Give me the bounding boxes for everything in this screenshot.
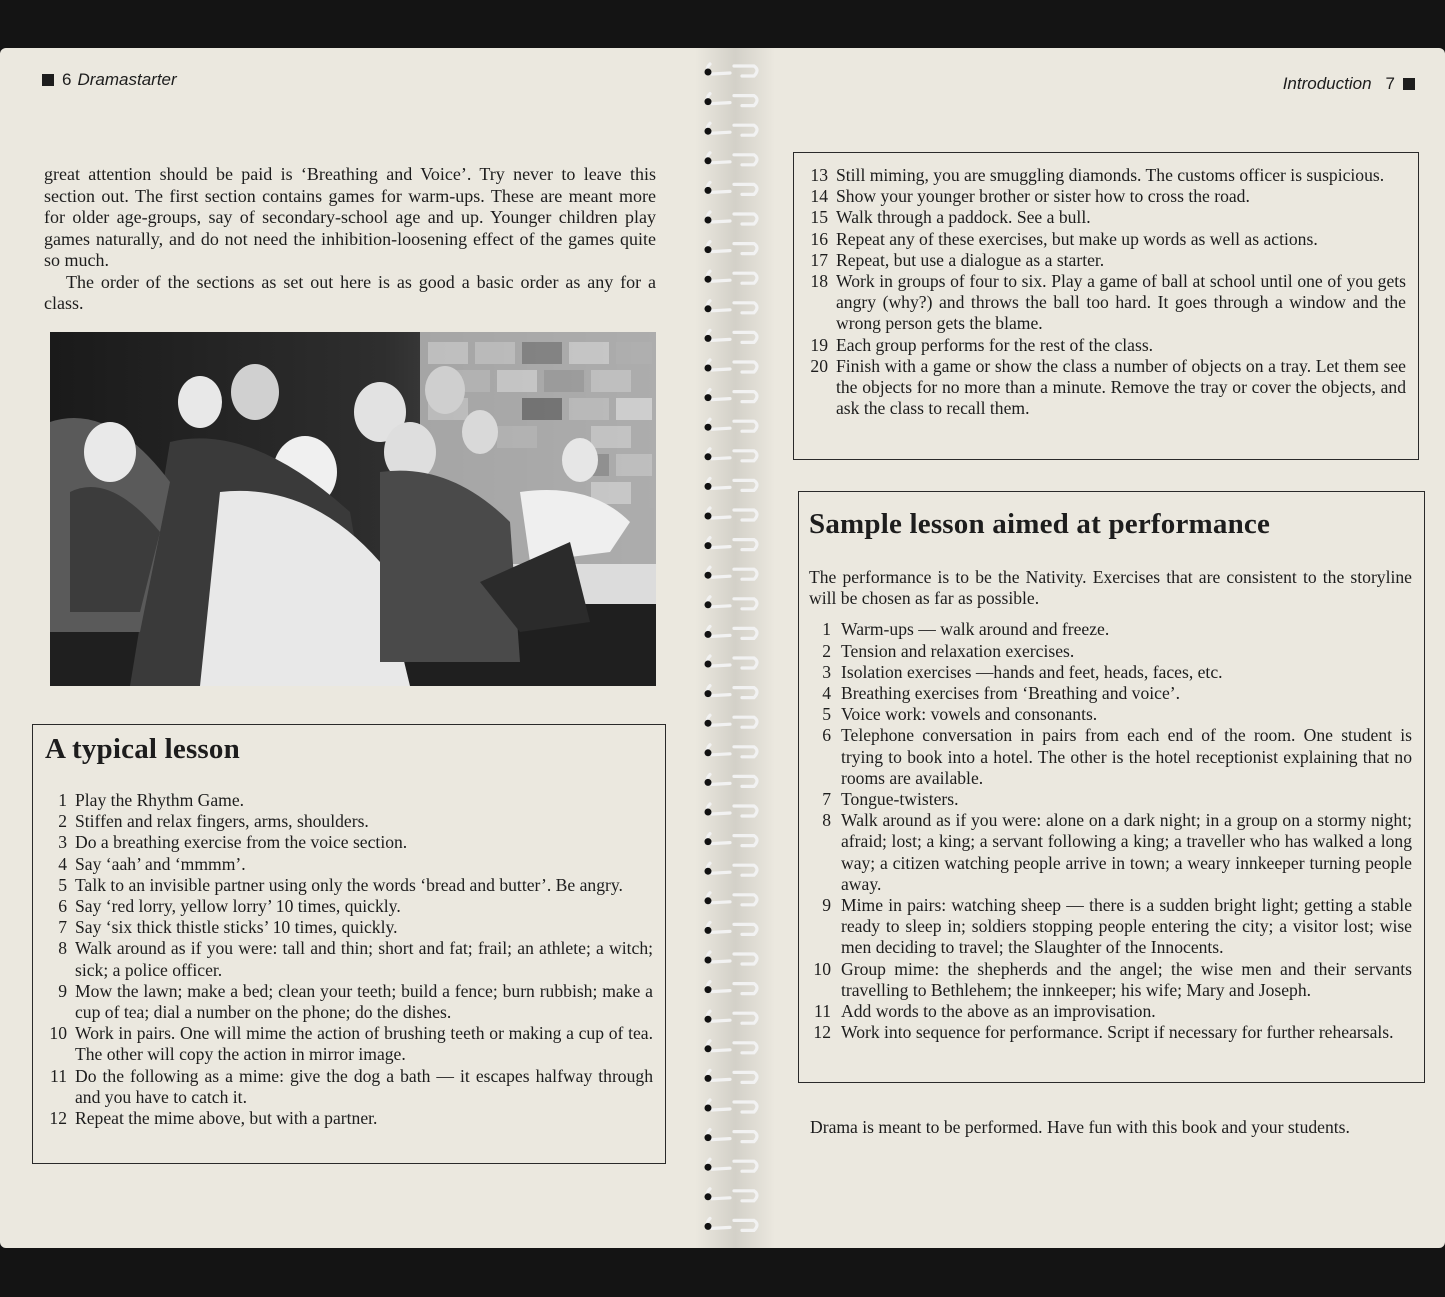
item-number: 8	[822, 810, 831, 831]
item-number: 5	[58, 874, 67, 895]
punch-hole	[705, 365, 712, 372]
square-bullet-icon	[42, 74, 54, 86]
list-item	[45, 896, 653, 917]
item-number: 7	[822, 789, 831, 810]
punch-hole	[705, 1223, 712, 1230]
list-item	[806, 335, 1406, 356]
item-text: Do the following as a mime: give the dog a bath — it escapes halfway through and you have to catch it.	[75, 1065, 653, 1107]
list-item	[806, 250, 1406, 271]
spiral-coil	[734, 747, 757, 757]
typical-lesson-box	[32, 724, 666, 1164]
item-text: Telephone conversation in pairs from each end of the room. One student is trying to book into a hotel. The other is the hotel receptionist explaining that no rooms are available.	[841, 725, 1412, 788]
list-item	[45, 981, 653, 1023]
spiral-coil	[734, 184, 757, 194]
spiral-coil	[734, 1072, 757, 1082]
list-item	[809, 1022, 1412, 1043]
item-text: Mime in pairs: watching sheep — there is a sudden bright light; getting a stable ready to sleep in; soldiers stopping people entering the city; a visitor lost; wise men deciding to travel; the Slaughter of the Innocents.	[841, 895, 1412, 958]
punch-hole	[705, 749, 712, 756]
punch-hole	[705, 513, 712, 520]
spiral-coil	[734, 214, 757, 224]
item-text: Play the Rhythm Game.	[75, 790, 245, 810]
item-text: Repeat, but use a dialogue as a starter.	[836, 249, 1105, 270]
spiral-coil	[734, 1220, 757, 1230]
punch-hole	[705, 246, 712, 253]
list-item	[809, 959, 1412, 1001]
punch-hole	[705, 335, 712, 342]
list-item	[809, 1001, 1412, 1022]
spiral-coil	[734, 244, 757, 254]
item-number: 1	[58, 790, 67, 810]
punch-hole	[705, 601, 712, 608]
spiral-coil	[734, 451, 757, 461]
item-number: 11	[814, 1001, 831, 1022]
item-number: 20	[810, 355, 828, 376]
continued-lesson-list	[806, 165, 1406, 419]
item-text: Mow the lawn; make a bed; clean your teeth; build a fence; burn rubbish; make a cup of tea; dial a number on the phone; do the dishes.	[75, 980, 653, 1023]
punch-hole	[705, 1193, 712, 1200]
spiral-coil	[734, 540, 757, 550]
list-item	[45, 875, 653, 896]
sample-lesson-list	[809, 619, 1412, 1043]
item-number: 19	[810, 334, 828, 355]
spiral-coil	[734, 895, 757, 905]
square-bullet-icon	[1403, 78, 1415, 90]
spiral-coil	[734, 776, 757, 786]
list-item	[45, 917, 653, 938]
item-number: 14	[810, 186, 828, 207]
typical-lesson-heading: A typical lesson	[45, 733, 240, 765]
item-number: 18	[810, 271, 828, 292]
item-number: 2	[58, 811, 67, 832]
continued-lesson-box	[793, 152, 1419, 460]
spiral-coil	[734, 1102, 757, 1112]
spiral-coil	[734, 421, 757, 431]
spiral-coil	[734, 1043, 757, 1053]
list-item	[45, 854, 653, 875]
item-text: Tension and relaxation exercises.	[841, 640, 1075, 661]
list-item	[45, 938, 653, 980]
item-text: Walk around as if you were: alone on a dark night; in a group on a stormy night; afraid; lost; a king; a servant following a king; a traveller who has walked a long way; a citizen watching people arrive in town; a weary innkeeper turning people away.	[841, 810, 1412, 894]
spiral-binding-icon	[700, 52, 764, 1232]
list-item	[806, 271, 1406, 335]
item-number: 13	[810, 165, 828, 185]
spiral-coil	[734, 1013, 757, 1023]
item-number: 10	[813, 958, 831, 979]
list-item	[809, 810, 1412, 895]
spiral-coil	[734, 924, 757, 934]
spiral-coil	[734, 688, 757, 698]
spiral-coil	[734, 569, 757, 579]
item-text: Say ‘red lorry, yellow lorry’ 10 times, quickly.	[75, 896, 401, 917]
list-item	[809, 662, 1412, 683]
punch-hole	[705, 1134, 712, 1141]
list-item	[45, 1108, 653, 1129]
list-item	[806, 356, 1406, 420]
item-number: 16	[810, 228, 828, 249]
page-number: 6	[62, 70, 72, 89]
item-number: 6	[822, 725, 831, 746]
spiral-coil	[734, 806, 757, 816]
prose-paragraph: The order of the sections as set out here is as good a basic order as any for a class.	[44, 271, 656, 313]
punch-hole	[705, 1016, 712, 1023]
item-text: Each group performs for the rest of the class.	[836, 334, 1154, 355]
spiral-coil	[734, 303, 757, 313]
list-item	[806, 186, 1406, 207]
list-item	[45, 832, 653, 853]
item-number: 9	[58, 980, 67, 1001]
list-item	[809, 725, 1412, 789]
punch-hole	[705, 424, 712, 431]
item-text: Warm-ups — walk around and freeze.	[841, 619, 1110, 640]
item-number: 6	[58, 896, 67, 917]
punch-hole	[705, 276, 712, 283]
sample-lesson-intro: The performance is to be the Nativity. Exercises that are consistent to the storyline will be chosen as far as possible.	[809, 567, 1412, 609]
item-text: Show your younger brother or sister how to cross the road.	[836, 186, 1250, 207]
spiral-coil	[734, 984, 757, 994]
right-page	[735, 48, 1445, 1248]
spiral-coil	[734, 273, 757, 283]
item-number: 3	[822, 661, 831, 682]
item-text: Talk to an invisible partner using only the words ‘bread and butter’. Be angry.	[75, 874, 623, 895]
item-number: 1	[822, 619, 831, 640]
punch-hole	[705, 838, 712, 845]
item-number: 9	[822, 895, 831, 916]
item-text: Walk through a paddock. See a bull.	[836, 207, 1091, 228]
spiral-coil	[734, 1132, 757, 1142]
spiral-coil	[734, 599, 757, 609]
spiral-coil	[734, 658, 757, 668]
spiral-coil	[734, 392, 757, 402]
punch-hole	[705, 1045, 712, 1052]
spiral-coil	[734, 362, 757, 372]
item-number: 12	[49, 1108, 67, 1129]
punch-hole	[705, 927, 712, 934]
item-text: Still miming, you are smuggling diamonds. The customs officer is suspicious.	[836, 165, 1385, 185]
punch-hole	[705, 868, 712, 875]
spiral-coil	[734, 66, 757, 76]
spiral-coil	[734, 155, 757, 165]
left-page	[0, 48, 735, 1248]
item-text: Say ‘six thick thistle sticks’ 10 times, quickly.	[75, 917, 398, 938]
list-item	[45, 1066, 653, 1108]
item-number: 12	[813, 1022, 831, 1043]
item-text: Voice work: vowels and consonants.	[841, 704, 1098, 725]
closing-text: Drama is meant to be performed. Have fun with this book and your students.	[810, 1116, 1350, 1137]
item-text: Group mime: the shepherds and the angel; the wise men and their servants travelling to Bethlehem; the innkeeper; his wife; Mary and Joseph.	[841, 958, 1412, 1000]
punch-hole	[705, 897, 712, 904]
punch-hole	[705, 1164, 712, 1171]
list-item	[809, 895, 1412, 959]
list-item	[45, 1023, 653, 1065]
list-item	[809, 789, 1412, 810]
item-text: Finish with a game or show the class a number of objects on a tray. Let them see the objects for no more than a minute. Remove the tray or cover the objects, and ask the class to recall them.	[836, 355, 1406, 419]
list-item	[806, 229, 1406, 250]
spiral-coil	[734, 480, 757, 490]
item-number: 17	[810, 249, 828, 270]
spiral-coil	[734, 836, 757, 846]
punch-hole	[705, 720, 712, 727]
section-title: Introduction	[1282, 74, 1372, 93]
punch-hole	[705, 157, 712, 164]
list-item	[809, 683, 1412, 704]
item-number: 11	[50, 1065, 67, 1086]
punch-hole	[705, 98, 712, 105]
punch-hole	[705, 542, 712, 549]
item-text: Stiffen and relax fingers, arms, shoulders.	[75, 811, 369, 832]
list-item	[809, 619, 1412, 640]
punch-hole	[705, 1075, 712, 1082]
item-text: Say ‘aah’ and ‘mmmm’.	[75, 853, 246, 874]
spiral-coil	[734, 865, 757, 875]
item-text: Do a breathing exercise from the voice section.	[75, 832, 408, 853]
item-number: 4	[58, 853, 67, 874]
running-head-right	[1283, 74, 1415, 94]
spiral-coil	[734, 125, 757, 135]
item-text: Repeat the mime above, but with a partner.	[75, 1108, 378, 1129]
punch-hole	[705, 217, 712, 224]
spiral-coil	[734, 1161, 757, 1171]
item-text: Work into sequence for performance. Script if necessary for further rehearsals.	[841, 1022, 1394, 1043]
punch-hole	[705, 690, 712, 697]
punch-hole	[705, 394, 712, 401]
book-title: Dramastarter	[77, 70, 177, 89]
list-item	[806, 207, 1406, 228]
punch-hole	[705, 187, 712, 194]
sample-lesson-box	[798, 491, 1425, 1083]
typical-lesson-list	[45, 790, 653, 1129]
item-number: 2	[822, 640, 831, 661]
list-item	[45, 811, 653, 832]
running-head-left	[42, 70, 177, 90]
item-number: 5	[822, 704, 831, 725]
spiral-coil	[734, 717, 757, 727]
punch-hole	[705, 453, 712, 460]
list-item	[45, 790, 653, 811]
punch-hole	[705, 631, 712, 638]
item-text: Add words to the above as an improvisation.	[841, 1001, 1156, 1022]
item-text: Work in groups of four to six. Play a game of ball at school until one of you gets angry (why?) and throws the ball too hard. It goes through a window and the wrong person gets the blame.	[836, 271, 1406, 334]
punch-hole	[705, 483, 712, 490]
punch-hole	[705, 661, 712, 668]
spiral-coil	[734, 1191, 757, 1201]
list-item	[806, 165, 1406, 186]
intro-prose	[44, 164, 656, 315]
item-text: Tongue-twisters.	[841, 789, 959, 810]
item-number: 7	[58, 917, 67, 938]
page-number: 7	[1385, 74, 1395, 93]
punch-hole	[705, 986, 712, 993]
spiral-coil	[734, 954, 757, 964]
punch-hole	[705, 572, 712, 579]
spiral-coil	[734, 96, 757, 106]
item-number: 8	[58, 938, 67, 959]
item-text: Work in pairs. One will mime the action of brushing teeth or making a cup of tea. The other will copy the action in mirror image.	[75, 1023, 653, 1065]
list-item	[809, 641, 1412, 662]
list-item	[809, 704, 1412, 725]
spiral-coil	[734, 510, 757, 520]
item-number: 15	[810, 207, 828, 228]
spiral-coil	[734, 332, 757, 342]
punch-hole	[705, 957, 712, 964]
class-photo	[50, 332, 656, 686]
punch-hole	[705, 779, 712, 786]
item-number: 3	[58, 832, 67, 853]
punch-hole	[705, 305, 712, 312]
spiral-coil	[734, 628, 757, 638]
punch-hole	[705, 1105, 712, 1112]
item-text: Repeat any of these exercises, but make up words as well as actions.	[836, 228, 1318, 249]
item-text: Breathing exercises from ‘Breathing and voice’.	[841, 683, 1181, 704]
item-text: Walk around as if you were: tall and thin; short and fat; frail; an athlete; a witch; sick; a police officer.	[75, 938, 653, 980]
item-text: Isolation exercises —hands and feet, heads, faces, etc.	[841, 661, 1223, 682]
item-number: 4	[822, 683, 831, 704]
punch-hole	[705, 69, 712, 76]
punch-hole	[705, 809, 712, 816]
punch-hole	[705, 128, 712, 135]
children-drama-photo	[50, 332, 656, 686]
prose-paragraph: great attention should be paid is ‘Breathing and Voice’. Try never to leave this section out. The first section contains games for warm-ups. These are meant more for older age-groups, say of secondary-school age and up. Younger children play games naturally, and do not need the inhibition-loosening effect of the games quite so much.	[44, 164, 656, 270]
item-number: 10	[49, 1023, 67, 1044]
sample-lesson-heading: Sample lesson aimed at performance	[809, 508, 1271, 540]
